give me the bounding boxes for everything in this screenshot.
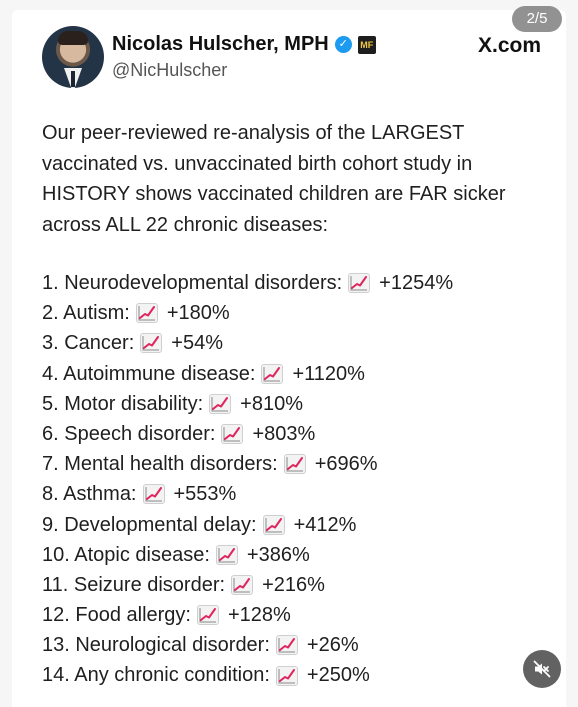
author-row	[112, 33, 376, 56]
chart-increasing-icon	[276, 666, 298, 686]
stat-item	[42, 449, 453, 479]
stat-item	[42, 510, 453, 540]
stat-item	[42, 540, 453, 570]
stat-value: +250%	[306, 664, 370, 687]
stat-label: 14. Any chronic condition:	[42, 664, 270, 687]
stat-item	[42, 389, 453, 419]
affiliate-badge-icon[interactable]: MF	[358, 36, 376, 54]
stat-value: +412%	[293, 513, 357, 536]
stat-label: 12. Food allergy:	[42, 604, 191, 627]
stat-value: +810%	[240, 392, 304, 415]
stat-item	[42, 600, 453, 630]
x-logo: X.com	[478, 34, 542, 57]
stat-label: 10. Atopic disease:	[42, 543, 210, 566]
chart-increasing-icon	[284, 454, 306, 474]
chart-increasing-icon	[216, 545, 238, 565]
stat-value: +803%	[252, 422, 316, 445]
stat-value: +386%	[246, 543, 310, 566]
stat-item	[42, 359, 453, 389]
stat-value: +553%	[173, 483, 237, 506]
chart-increasing-icon	[136, 303, 158, 323]
chart-increasing-icon	[209, 394, 231, 414]
stat-item	[42, 268, 453, 298]
avatar[interactable]	[42, 26, 104, 88]
speaker-muted-icon	[532, 659, 552, 679]
chart-increasing-icon	[140, 333, 162, 353]
stat-item	[42, 660, 453, 690]
stat-label: 1. Neurodevelopmental disorders:	[42, 272, 343, 294]
stat-value: +54%	[171, 332, 223, 355]
chart-increasing-icon	[348, 273, 370, 293]
stat-value: +1120%	[292, 362, 365, 385]
stat-label: 5. Motor disability:	[42, 392, 204, 415]
stat-label: 7. Mental health disorders:	[42, 453, 278, 476]
stat-item	[42, 419, 453, 449]
author-handle[interactable]: @NicHulscher	[112, 60, 228, 80]
stat-label: 6. Speech disorder:	[42, 422, 216, 445]
stat-label: 3. Cancer:	[42, 332, 135, 355]
chart-increasing-icon	[143, 484, 165, 504]
chart-increasing-icon	[231, 575, 253, 595]
stat-item	[42, 630, 453, 660]
stat-item	[42, 298, 453, 328]
stat-value: +26%	[306, 634, 359, 657]
verified-badge-icon: ✓	[335, 36, 352, 53]
stat-value: +180%	[166, 302, 230, 325]
stat-value: +696%	[314, 453, 378, 476]
stat-label: 4. Autoimmune disease:	[42, 362, 256, 385]
chart-increasing-icon	[263, 515, 285, 535]
stat-item	[42, 328, 453, 358]
stat-value: +128%	[227, 604, 291, 627]
stat-value: +1254%	[379, 272, 454, 294]
avatar-tie	[71, 71, 75, 87]
stat-label: 2. Autism:	[42, 302, 130, 325]
page-counter: 2/5	[512, 6, 562, 32]
chart-increasing-icon	[276, 635, 298, 655]
stat-item	[42, 570, 453, 600]
stat-label: 9. Developmental delay:	[42, 513, 257, 536]
author-name[interactable]: Nicolas Hulscher, MPH	[112, 33, 329, 55]
stat-label: 8. Asthma:	[42, 483, 137, 506]
stat-value: +216%	[262, 573, 325, 596]
avatar-hair	[58, 31, 88, 45]
chart-increasing-icon	[197, 605, 219, 625]
stat-label: 13. Neurological disorder:	[42, 634, 270, 657]
stat-item	[42, 479, 453, 509]
chart-increasing-icon	[221, 424, 243, 444]
post-intro-text: Our peer-reviewed re-analysis of the LARGEST vaccinated vs. unvaccinated birth cohort study in HISTORY shows vaccinated children are FAR sicker across ALL 22 chronic diseases:	[42, 122, 506, 236]
stat-label: 11. Seizure disorder:	[42, 573, 226, 596]
chart-increasing-icon	[261, 364, 283, 384]
mute-button[interactable]	[523, 650, 561, 688]
stat-list	[42, 268, 453, 691]
